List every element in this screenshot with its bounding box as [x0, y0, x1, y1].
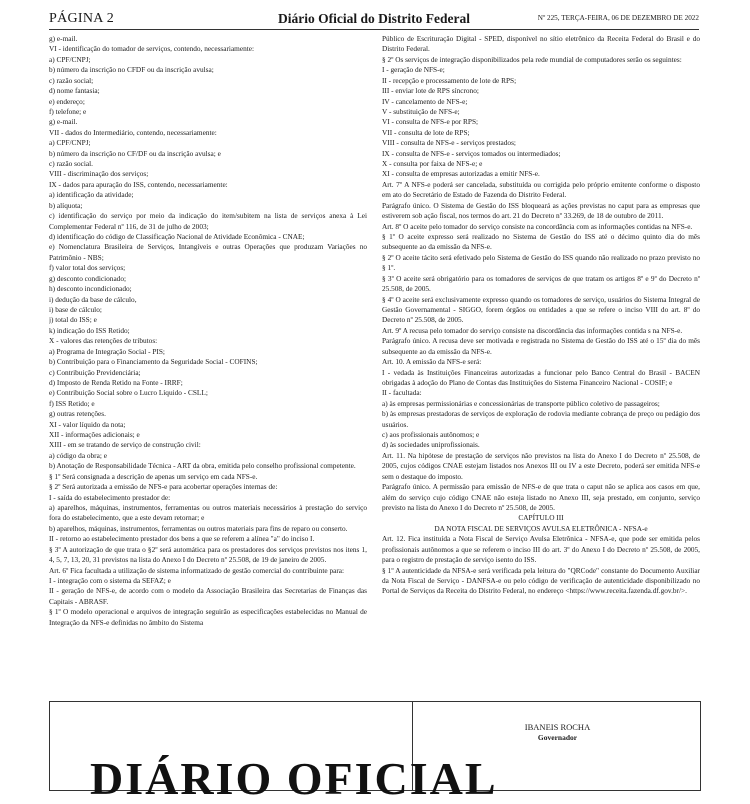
journal-title: Diário Oficial do Distrito Federal	[278, 11, 470, 26]
paragraph: a) código da obra; e	[49, 450, 107, 460]
paragraph: f) valor total dos serviços;	[49, 263, 126, 273]
paragraph: c) identificação do serviço por meio da indicação do item/subitem na lista de serviços anexa à Lei Complementar Federal nº 116, de 31 de julho de 2003;	[49, 211, 367, 231]
governor-title: Governador	[537, 733, 578, 742]
paragraph: XI - valor líquido da nota;	[49, 419, 126, 429]
paragraph: i) dedução da base de cálculo,	[49, 294, 137, 304]
paragraph: a) CPF/CNPJ;	[49, 54, 91, 64]
paragraph: Parágrafo único. O Sistema de Gestão do ISS bloqueará as ações previstas no caput para as empresas que estiverem sob ação fiscal, nos termos do art. 21 do Decreto nº 33.269, de 18 de outubro de 2011.	[382, 200, 700, 221]
paragraph: b) aparelhos, máquinas, instrumentos, ferramentas ou outros materiais para fins de reparo ou conserto.	[49, 523, 348, 533]
paragraph: VI - consulta de NFS-e por RPS;	[382, 117, 479, 127]
masthead-title: DIÁRIO OFICIAL	[90, 753, 498, 804]
paragraph: V - substituição de NFS-e;	[382, 106, 460, 116]
paragraph: II - recepção e processamento de lote de RPS;	[382, 75, 517, 85]
paragraph: VIII - discriminação dos serviços;	[49, 169, 149, 179]
paragraph: a) aparelhos, máquinas, instrumentos, ferramentas ou outros materiais necessários à prestação do serviço fora do estabelecimento, que a este devam retornar; e	[49, 502, 367, 523]
paragraph: c) Contribuição Previdenciária;	[49, 367, 141, 377]
paragraph: VIII - consulta de NFS-e - serviços prestados;	[382, 138, 516, 148]
paragraph: § 3º O aceite será obrigatório para os tomadores de serviços de que tratam os artigos 8º e 9º do Decreto nº 25.508, de 2005.	[382, 273, 700, 294]
paragraph: CAPÍTULO III	[518, 513, 564, 523]
paragraph: I - integração com o sistema da SEFAZ; e	[49, 575, 171, 585]
paragraph: Art. 6º Fica facultada a utilização de sistema informatizado de gestão comercial do contribuinte para:	[49, 565, 345, 575]
paragraph: a) Programa de Integração Social - PIS;	[49, 346, 165, 356]
paragraph: § 2º Os serviços de integração disponibilizados pela rede mundial de computadores serão os seguintes:	[382, 54, 682, 64]
footer-box	[49, 701, 701, 804]
paragraph: c) razão social.	[49, 159, 93, 169]
paragraph: b) às empresas prestadoras de serviços de exploração de rodovia mediante cobrança de preço ou pedágio dos usuários.	[382, 409, 700, 429]
paragraph: g) e-mail.	[49, 117, 78, 127]
paragraph: § 2º O aceite tácito será efetivado pelo Sistema de Gestão do ISS quando não realizado no prazo previsto no § 1º.	[382, 252, 700, 273]
paragraph: d) nome fantasia;	[49, 86, 100, 96]
paragraph: f) ISS Retido; e	[49, 398, 95, 408]
paragraph: IX - consulta de NFS-e - serviços tomados ou intermediados;	[382, 148, 561, 158]
paragraph: XIII - em se tratando de serviço de construção civil:	[49, 440, 201, 450]
paragraph: I - vedada às Instituições Financeiras autorizadas a funcionar pelo Banco Central do Brasil - BACEN obrigadas à adoção do Plano de Contas das Instituições do Sistema Financeiro Nacional - COSIF; e	[382, 367, 700, 387]
paragraph: h) desconto incondicionado;	[49, 284, 132, 294]
paragraph: XII - informações adicionais; e	[49, 430, 140, 440]
paragraph: XI - consulta de empresas autorizadas a emitir NFS-e.	[382, 169, 540, 179]
paragraph: g) desconto condicionado;	[49, 273, 127, 283]
paragraph: f) telefone; e	[49, 106, 87, 116]
left-text-column	[49, 34, 367, 796]
paragraph: § 1º Será consignada a descrição de apenas um serviço em cada NFS-e.	[49, 471, 258, 481]
paragraph: I - geração de NFS-e;	[382, 65, 445, 75]
paragraph: b) número da inscrição no CF/DF ou da inscrição avulsa; e	[49, 148, 221, 158]
paragraph: d) às sociedades uniprofissionais.	[382, 440, 480, 450]
paragraph: e) Contribuição Social sobre o Lucro Líquido - CSLL;	[49, 388, 208, 398]
paragraph: Art. 9º A recusa pelo tomador do serviço consiste na discordância das informações contida s na NFS-e.	[382, 325, 683, 335]
paragraph: i) base de cálculo;	[49, 304, 102, 314]
paragraph: a) às empresas permissionárias e concessionárias de transporte público coletivo de passageiros;	[382, 398, 660, 408]
paragraph: Parágrafo único. A recusa deve ser motivada e registrada no Sistema de Gestão do ISS até o 15º dia do mês subsequente ao da emissão da NFS-e.	[382, 336, 700, 356]
paragraph: b) Contribuição para o Financiamento da Seguridade Social - COFINS;	[49, 357, 258, 367]
paragraph: b) alíquota;	[49, 200, 83, 210]
paragraph: Art. 12. Fica instituída a Nota Fiscal de Serviço Avulsa Eletrônica - NFSA-e, que pode ser emitida pelos profissionais autônomos a que se referem o inciso III do art. 3º do Anexo I do Decreto nº 25.508, de 2005, para o registro de prestação de serviço isento do ISS.	[382, 534, 700, 565]
paragraph: a) identificação da atividade;	[49, 190, 134, 200]
paragraph: X - valores das retenções de tributos:	[49, 336, 158, 346]
paragraph: DA NOTA FISCAL DE SERVIÇOS AVULSA ELETRÔNICA - NFSA-e	[434, 523, 648, 533]
issue-info: Nº 225, TERÇA-FEIRA, 06 DE DEZEMBRO DE 2022	[537, 14, 699, 22]
paragraph: Público de Escrituração Digital - SPED, disponível no sítio eletrônico da Receita Federal do Brasil e do Distrito Federal.	[382, 34, 700, 54]
paragraph: II - geração de NFS-e, de acordo com o modelo da Associação Brasileira das Secretarias de Finanças das Capitais - ABRASF.	[49, 586, 367, 606]
paragraph: Art. 11. Na hipótese de prestação de serviços não previstos na lista do Anexo I do Decreto nº 25.508, de 2005, cujos códigos CNAE estejam listados nos Anexos III ou IV a este Decreto, poderá ser emitida NFS-e sem o destaque do imposto.	[382, 450, 700, 481]
paragraph: IV - cancelamento de NFS-e;	[382, 96, 468, 106]
page-header	[49, 9, 699, 30]
paragraph: II - facultada:	[382, 388, 422, 398]
paragraph: b) Anotação de Responsabilidade Técnica - ART da obra, emitida pelo conselho profissional competente.	[49, 461, 356, 471]
paragraph: c) aos profissionais autônomos; e	[382, 430, 480, 440]
paragraph: § 3º A autorização de que trata o §2º será automática para os prestadores dos serviços previstos nos itens 1, 4, 5, 7, 13, 20, 31 previstos na lista do Anexo I do Decreto nº 25.508, de 19 de janeiro de 2005.	[49, 544, 367, 565]
paragraph: III - enviar lote de RPS síncrono;	[382, 86, 479, 96]
paragraph: VII - dados do Intermediário, contendo, necessariamente:	[49, 127, 217, 137]
paragraph: VI - identificação do tomador de serviços, contendo, necessariamente:	[49, 44, 255, 54]
paragraph: Art. 7º A NFS-e poderá ser cancelada, substituída ou corrigida pelo próprio emitente conforme o disposto em ato do Secretário de Estado de Fazenda do Distrito Federal.	[382, 179, 700, 200]
paragraph: § 1º A autenticidade da NFSA-e será verificada pela leitura do "QRCode" constante do Documento Auxiliar da Nota Fiscal de Serviço - DANFSA-e ou pelo código de verificação de autenticidade disponibilizado no Portal de Serviços da Receita do Distrito Federal, no endereço <https://www.receita.fazenda.df.gov.br/>.	[382, 565, 700, 596]
paragraph: d) identificação do código de Classificação Nacional de Atividade Econômica - CNAE;	[49, 232, 305, 242]
paragraph: VII - consulta de lote de RPS;	[382, 127, 470, 137]
paragraph: IX - dados para apuração do ISS, contendo, necessariamente:	[49, 179, 228, 189]
paragraph: a) CPF/CNPJ;	[49, 138, 91, 148]
right-text-column	[382, 34, 700, 796]
page-number: PÁGINA 2	[49, 11, 115, 26]
paragraph: j) total do ISS; e	[49, 315, 97, 325]
paragraph: b) número da inscrição no CFDF ou da inscrição avulsa;	[49, 65, 214, 75]
paragraph: g) e-mail.	[49, 34, 78, 43]
paragraph: k) indicação do ISS Retido;	[49, 325, 130, 335]
paragraph: § 1º O modelo operacional e arquivos de integração seguirão as especificações estabelecidas no Manual de Integração da NFS-e definidas no âmbito do Sistema	[49, 607, 367, 627]
paragraph: § 2º Será autorizada a emissão de NFS-e para acobertar operações internas de:	[49, 482, 278, 492]
paragraph: § 1º O aceite expresso será realizado no Sistema de Gestão do ISS até o décimo quinto dia do mês subsequente ao da emissão da NFS-e.	[382, 232, 700, 252]
paragraph: e) Nomenclatura Brasileira de Serviços, Intangíveis e outras Operações que produzam Variações no Patrimônio - NBS;	[49, 242, 367, 262]
paragraph: Art. 10. A emissão da NFS-e será:	[382, 357, 482, 367]
paragraph: X - consulta por faixa de NFS-e; e	[382, 159, 483, 169]
paragraph: c) razão social;	[49, 75, 94, 85]
governor-name: IBANEIS ROCHA	[524, 722, 591, 732]
paragraph: e) endereço;	[49, 96, 85, 106]
paragraph: Art. 8º O aceite pelo tomador do serviço consiste na concordância com as informações contidas na NFS-e.	[382, 221, 693, 231]
paragraph: § 4º O aceite será exclusivamente expresso quando os tomadores de serviço, usuários do Sistema Integral de Gestão Governamental - SIGGO, forem órgãos ou entidades a que se refere o inciso VIII do art. 8º do Decreto nº 25.508, de 2005.	[382, 294, 700, 325]
paragraph: d) Imposto de Renda Retido na Fonte - IRRF;	[49, 377, 183, 387]
paragraph: g) outras retenções.	[49, 409, 106, 419]
paragraph: I - saída do estabelecimento prestador de:	[49, 492, 171, 502]
paragraph: Parágrafo único. A permissão para emissão de NFS-e de que trata o caput não se aplica aos casos em que, além do serviço cujo código CNAE não esteja listado no Anexo III, seja prestado, em conjunto, serviço previsto na lista do Anexo I do Decreto nº 25.508, de 2005.	[382, 482, 700, 512]
paragraph: II - retorno ao estabelecimento prestador dos bens a que se referem a alínea "a" do inciso I.	[49, 534, 315, 544]
